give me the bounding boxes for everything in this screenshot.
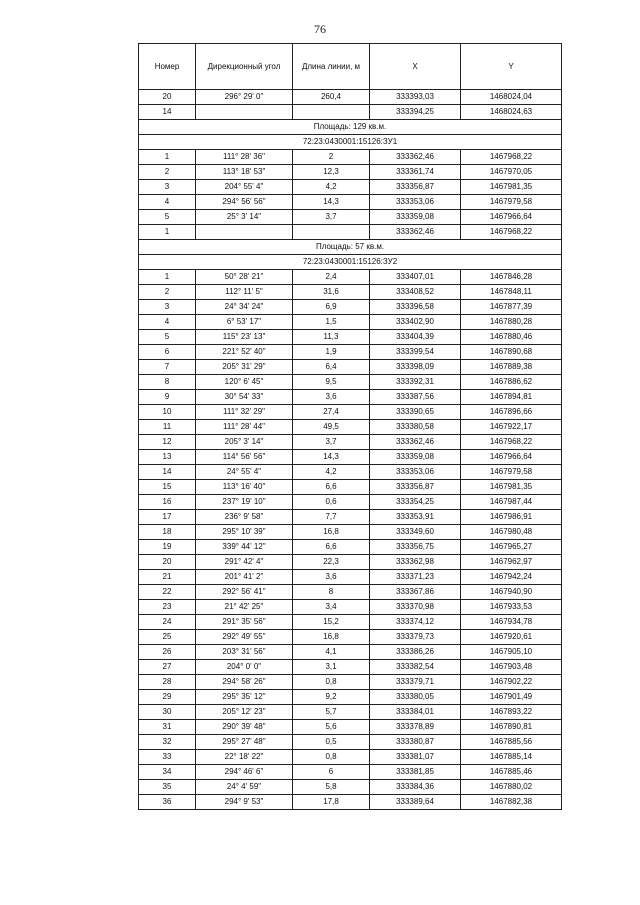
cell-length: 9,5 [293, 375, 370, 390]
cell-number: 19 [139, 540, 196, 555]
header-angle: Дирекционный угол [196, 44, 293, 90]
cell-number: 17 [139, 510, 196, 525]
cell-x: 333356,87 [370, 180, 461, 195]
table-body [139, 90, 562, 810]
cell-y: 1467885,46 [461, 765, 562, 780]
cell-length: 11,3 [293, 330, 370, 345]
table-row [139, 630, 562, 645]
cell-angle: 50° 28' 21" [196, 270, 293, 285]
cell-x: 333380,87 [370, 735, 461, 750]
cell-number: 1 [139, 225, 196, 240]
cell-number: 34 [139, 765, 196, 780]
cell-length: 1,5 [293, 315, 370, 330]
cell-angle: 120° 6' 45" [196, 375, 293, 390]
cell-y: 1467981,35 [461, 180, 562, 195]
table-row [139, 330, 562, 345]
cell-x: 333356,75 [370, 540, 461, 555]
cell-y: 1467968,22 [461, 435, 562, 450]
table-row [139, 450, 562, 465]
cell-x: 333359,08 [370, 450, 461, 465]
cell-length: 0,8 [293, 675, 370, 690]
cell-y: 1467886,62 [461, 375, 562, 390]
cadastral-row [139, 255, 562, 270]
cell-length: 3,1 [293, 660, 370, 675]
cell-y: 1468024,04 [461, 90, 562, 105]
cell-x: 333380,58 [370, 420, 461, 435]
cell-x: 333361,74 [370, 165, 461, 180]
cell-x: 333362,46 [370, 225, 461, 240]
cell-angle: 113° 16' 40" [196, 480, 293, 495]
table-row [139, 510, 562, 525]
cell-x: 333370,98 [370, 600, 461, 615]
table-row [139, 765, 562, 780]
cell-angle: 24° 4' 59" [196, 780, 293, 795]
cell-number: 32 [139, 735, 196, 750]
cell-angle: 296° 29' 0" [196, 90, 293, 105]
table-row [139, 225, 562, 240]
table-row [139, 600, 562, 615]
cell-y: 1468024,63 [461, 105, 562, 120]
cell-x: 333399,54 [370, 345, 461, 360]
table-row [139, 495, 562, 510]
cell-number: 29 [139, 690, 196, 705]
cell-angle: 204° 55' 4" [196, 180, 293, 195]
cell-number: 33 [139, 750, 196, 765]
cell-y: 1467880,28 [461, 315, 562, 330]
cell-y: 1467880,02 [461, 780, 562, 795]
table-row [139, 390, 562, 405]
cell-angle: 290° 39' 48" [196, 720, 293, 735]
table-row [139, 345, 562, 360]
cell-y: 1467980,48 [461, 525, 562, 540]
cell-number: 5 [139, 330, 196, 345]
cell-number: 36 [139, 795, 196, 810]
cell-angle [196, 105, 293, 120]
cell-number: 31 [139, 720, 196, 735]
cell-number: 4 [139, 195, 196, 210]
table-row [139, 285, 562, 300]
cell-x: 333379,73 [370, 630, 461, 645]
cell-angle: 111° 28' 36" [196, 150, 293, 165]
cell-number: 14 [139, 105, 196, 120]
cell-number: 11 [139, 420, 196, 435]
cell-length: 22,3 [293, 555, 370, 570]
cell-length: 7,7 [293, 510, 370, 525]
cell-angle: 203° 31' 56" [196, 645, 293, 660]
cell-x: 333359,08 [370, 210, 461, 225]
cell-length: 4,2 [293, 180, 370, 195]
cell-y: 1467933,53 [461, 600, 562, 615]
cell-length: 12,3 [293, 165, 370, 180]
cell-x: 333394,25 [370, 105, 461, 120]
cell-length: 16,8 [293, 525, 370, 540]
cell-angle: 339° 44' 12" [196, 540, 293, 555]
cell-y: 1467893,22 [461, 705, 562, 720]
cell-y: 1467885,56 [461, 735, 562, 750]
cell-number: 10 [139, 405, 196, 420]
cell-number: 13 [139, 450, 196, 465]
cell-x: 333382,54 [370, 660, 461, 675]
cell-angle: 292° 49' 55" [196, 630, 293, 645]
cell-x: 333387,56 [370, 390, 461, 405]
cell-x: 333396,58 [370, 300, 461, 315]
cell-y: 1467848,11 [461, 285, 562, 300]
cell-y: 1467940,90 [461, 585, 562, 600]
cell-number: 12 [139, 435, 196, 450]
cell-length: 1,9 [293, 345, 370, 360]
cell-number: 24 [139, 615, 196, 630]
cell-length: 9,2 [293, 690, 370, 705]
cell-length: 0,5 [293, 735, 370, 750]
cell-angle: 111° 32' 29" [196, 405, 293, 420]
cadastral-number: 72:23:0430001:15126:ЗУ2 [139, 255, 562, 270]
cell-x: 333356,87 [370, 480, 461, 495]
table-row [139, 315, 562, 330]
cell-length: 2,4 [293, 270, 370, 285]
cell-angle: 25° 3' 14" [196, 210, 293, 225]
cell-y: 1467905,10 [461, 645, 562, 660]
table-row [139, 180, 562, 195]
table-row [139, 555, 562, 570]
cell-x: 333353,06 [370, 195, 461, 210]
cell-y: 1467981,35 [461, 480, 562, 495]
table-row [139, 300, 562, 315]
area-label: Площадь: 57 кв.м. [139, 240, 562, 255]
cell-number: 20 [139, 555, 196, 570]
cell-x: 333374,12 [370, 615, 461, 630]
cell-number: 21 [139, 570, 196, 585]
cell-length: 3,4 [293, 600, 370, 615]
cell-number: 20 [139, 90, 196, 105]
cell-number: 18 [139, 525, 196, 540]
table-row [139, 420, 562, 435]
table-row [139, 90, 562, 105]
table-row [139, 720, 562, 735]
cell-angle: 24° 55' 4" [196, 465, 293, 480]
cell-y: 1467986,91 [461, 510, 562, 525]
cell-x: 333381,85 [370, 765, 461, 780]
table-row [139, 525, 562, 540]
cell-length: 6,9 [293, 300, 370, 315]
cell-number: 4 [139, 315, 196, 330]
cell-length: 260,4 [293, 90, 370, 105]
table-row [139, 165, 562, 180]
cell-x: 333408,52 [370, 285, 461, 300]
cell-x: 333404,39 [370, 330, 461, 345]
cell-x: 333398,09 [370, 360, 461, 375]
cell-angle: 294° 58' 26" [196, 675, 293, 690]
cell-y: 1467962,97 [461, 555, 562, 570]
header-number: Номер [139, 44, 196, 90]
table-row [139, 465, 562, 480]
area-row [139, 120, 562, 135]
cell-y: 1467965,27 [461, 540, 562, 555]
cell-length: 3,6 [293, 390, 370, 405]
cell-y: 1467934,78 [461, 615, 562, 630]
table-row [139, 360, 562, 375]
cell-x: 333362,98 [370, 555, 461, 570]
cell-length [293, 225, 370, 240]
table-row [139, 435, 562, 450]
cell-length: 31,6 [293, 285, 370, 300]
cell-x: 333371,23 [370, 570, 461, 585]
cadastral-row [139, 135, 562, 150]
cell-number: 26 [139, 645, 196, 660]
cell-angle: 292° 56' 41" [196, 585, 293, 600]
cell-angle: 115° 23' 13" [196, 330, 293, 345]
cell-x: 333389,64 [370, 795, 461, 810]
cell-length: 5,6 [293, 720, 370, 735]
table-row [139, 645, 562, 660]
cell-number: 8 [139, 375, 196, 390]
cell-number: 7 [139, 360, 196, 375]
cell-length [293, 105, 370, 120]
cell-y: 1467890,68 [461, 345, 562, 360]
cell-x: 333362,46 [370, 150, 461, 165]
table-row [139, 675, 562, 690]
cell-angle: 114° 56' 56" [196, 450, 293, 465]
cell-y: 1467966,64 [461, 450, 562, 465]
cell-length: 3,6 [293, 570, 370, 585]
cell-length: 2 [293, 150, 370, 165]
cell-y: 1467889,38 [461, 360, 562, 375]
cell-angle: 295° 35' 12" [196, 690, 293, 705]
cell-number: 3 [139, 180, 196, 195]
cell-number: 1 [139, 150, 196, 165]
cell-length: 0,6 [293, 495, 370, 510]
cell-length: 27,4 [293, 405, 370, 420]
cell-y: 1467968,22 [461, 150, 562, 165]
cell-y: 1467890,81 [461, 720, 562, 735]
table-row [139, 375, 562, 390]
cell-angle: 30° 54' 33" [196, 390, 293, 405]
cell-y: 1467885,14 [461, 750, 562, 765]
cell-angle: 205° 3' 14" [196, 435, 293, 450]
cell-angle: 205° 12' 23" [196, 705, 293, 720]
cell-length: 3,7 [293, 210, 370, 225]
area-row [139, 240, 562, 255]
cell-number: 28 [139, 675, 196, 690]
cell-y: 1467877,39 [461, 300, 562, 315]
cell-number: 35 [139, 780, 196, 795]
cell-number: 2 [139, 165, 196, 180]
cell-angle: 24° 34' 24" [196, 300, 293, 315]
table-row [139, 585, 562, 600]
cell-number: 1 [139, 270, 196, 285]
table-row [139, 570, 562, 585]
cell-y: 1467942,24 [461, 570, 562, 585]
cell-length: 5,8 [293, 780, 370, 795]
cell-x: 333384,36 [370, 780, 461, 795]
cell-y: 1467903,48 [461, 660, 562, 675]
cell-x: 333384,01 [370, 705, 461, 720]
table-row [139, 690, 562, 705]
cell-y: 1467920,61 [461, 630, 562, 645]
cell-y: 1467979,58 [461, 195, 562, 210]
cell-angle: 237° 19' 10" [196, 495, 293, 510]
cell-angle: 294° 56' 56" [196, 195, 293, 210]
cell-y: 1467880,46 [461, 330, 562, 345]
cell-x: 333353,91 [370, 510, 461, 525]
page-number: 76 [314, 22, 326, 36]
cell-x: 333379,71 [370, 675, 461, 690]
cell-number: 5 [139, 210, 196, 225]
cell-length: 8 [293, 585, 370, 600]
table-row [139, 480, 562, 495]
cell-x: 333393,03 [370, 90, 461, 105]
cell-y: 1467987,44 [461, 495, 562, 510]
cell-number: 9 [139, 390, 196, 405]
cell-number: 15 [139, 480, 196, 495]
cell-y: 1467882,38 [461, 795, 562, 810]
cell-length: 49,5 [293, 420, 370, 435]
table-row [139, 795, 562, 810]
cell-x: 333407,01 [370, 270, 461, 285]
cell-x: 333386,26 [370, 645, 461, 660]
cell-angle: 22° 18' 22" [196, 750, 293, 765]
cell-x: 333380,05 [370, 690, 461, 705]
cell-x: 333353,06 [370, 465, 461, 480]
cell-length: 4,2 [293, 465, 370, 480]
cell-angle: 291° 35' 56" [196, 615, 293, 630]
table-row [139, 750, 562, 765]
cell-length: 5,7 [293, 705, 370, 720]
cell-number: 22 [139, 585, 196, 600]
cell-number: 25 [139, 630, 196, 645]
cell-angle: 294° 9' 53" [196, 795, 293, 810]
cell-length: 6 [293, 765, 370, 780]
table-row [139, 615, 562, 630]
table-row [139, 660, 562, 675]
cell-length: 14,3 [293, 450, 370, 465]
table-row [139, 405, 562, 420]
cell-y: 1467896,66 [461, 405, 562, 420]
table-row [139, 780, 562, 795]
table-row [139, 270, 562, 285]
cell-number: 23 [139, 600, 196, 615]
cell-angle: 112° 11' 5" [196, 285, 293, 300]
cell-x: 333402,90 [370, 315, 461, 330]
cell-x: 333354,25 [370, 495, 461, 510]
cell-angle: 6° 53' 17" [196, 315, 293, 330]
cell-x: 333378,89 [370, 720, 461, 735]
cell-y: 1467979,58 [461, 465, 562, 480]
cell-y: 1467846,28 [461, 270, 562, 285]
cell-angle: 236° 9' 58" [196, 510, 293, 525]
cell-x: 333392,31 [370, 375, 461, 390]
table-header-row [139, 44, 562, 90]
header-length: Длина линии, м [293, 44, 370, 90]
table-row [139, 705, 562, 720]
cell-number: 30 [139, 705, 196, 720]
cell-y: 1467966,64 [461, 210, 562, 225]
cell-y: 1467902,22 [461, 675, 562, 690]
table-row [139, 150, 562, 165]
cell-number: 16 [139, 495, 196, 510]
cell-angle: 21° 42' 25" [196, 600, 293, 615]
cell-y: 1467922,17 [461, 420, 562, 435]
cell-length: 17,8 [293, 795, 370, 810]
cell-length: 0,8 [293, 750, 370, 765]
cell-y: 1467901,49 [461, 690, 562, 705]
cell-x: 333349,60 [370, 525, 461, 540]
header-y: Y [461, 44, 562, 90]
cell-length: 6,6 [293, 540, 370, 555]
cell-x: 333362,46 [370, 435, 461, 450]
cell-angle: 204° 0' 0" [196, 660, 293, 675]
cell-angle: 221° 52' 40" [196, 345, 293, 360]
cell-angle: 291° 42' 4" [196, 555, 293, 570]
area-label: Площадь: 129 кв.м. [139, 120, 562, 135]
cell-number: 3 [139, 300, 196, 315]
cell-length: 4,1 [293, 645, 370, 660]
table-row [139, 195, 562, 210]
cell-number: 6 [139, 345, 196, 360]
cell-y: 1467970,05 [461, 165, 562, 180]
cell-length: 16,8 [293, 630, 370, 645]
cell-angle: 111° 28' 44" [196, 420, 293, 435]
cell-number: 2 [139, 285, 196, 300]
cell-x: 333381,07 [370, 750, 461, 765]
table-row [139, 735, 562, 750]
table-row [139, 540, 562, 555]
cell-angle: 113° 18' 53" [196, 165, 293, 180]
cell-angle: 295° 10' 39" [196, 525, 293, 540]
cell-length: 14,3 [293, 195, 370, 210]
cell-x: 333390,65 [370, 405, 461, 420]
cell-angle: 294° 46' 6" [196, 765, 293, 780]
cell-angle: 205° 31' 29" [196, 360, 293, 375]
coordinates-table [138, 43, 562, 810]
cell-number: 14 [139, 465, 196, 480]
table-row [139, 210, 562, 225]
table-row [139, 105, 562, 120]
cell-angle: 295° 27' 48" [196, 735, 293, 750]
cell-x: 333367,86 [370, 585, 461, 600]
cell-length: 15,2 [293, 615, 370, 630]
cell-y: 1467968,22 [461, 225, 562, 240]
cell-y: 1467894,81 [461, 390, 562, 405]
cell-number: 27 [139, 660, 196, 675]
cell-length: 6,4 [293, 360, 370, 375]
cell-length: 6,6 [293, 480, 370, 495]
cell-length: 3,7 [293, 435, 370, 450]
cadastral-number: 72:23:0430001:15126:ЗУ1 [139, 135, 562, 150]
header-x: X [370, 44, 461, 90]
cell-angle: 201° 41' 2" [196, 570, 293, 585]
cell-angle [196, 225, 293, 240]
